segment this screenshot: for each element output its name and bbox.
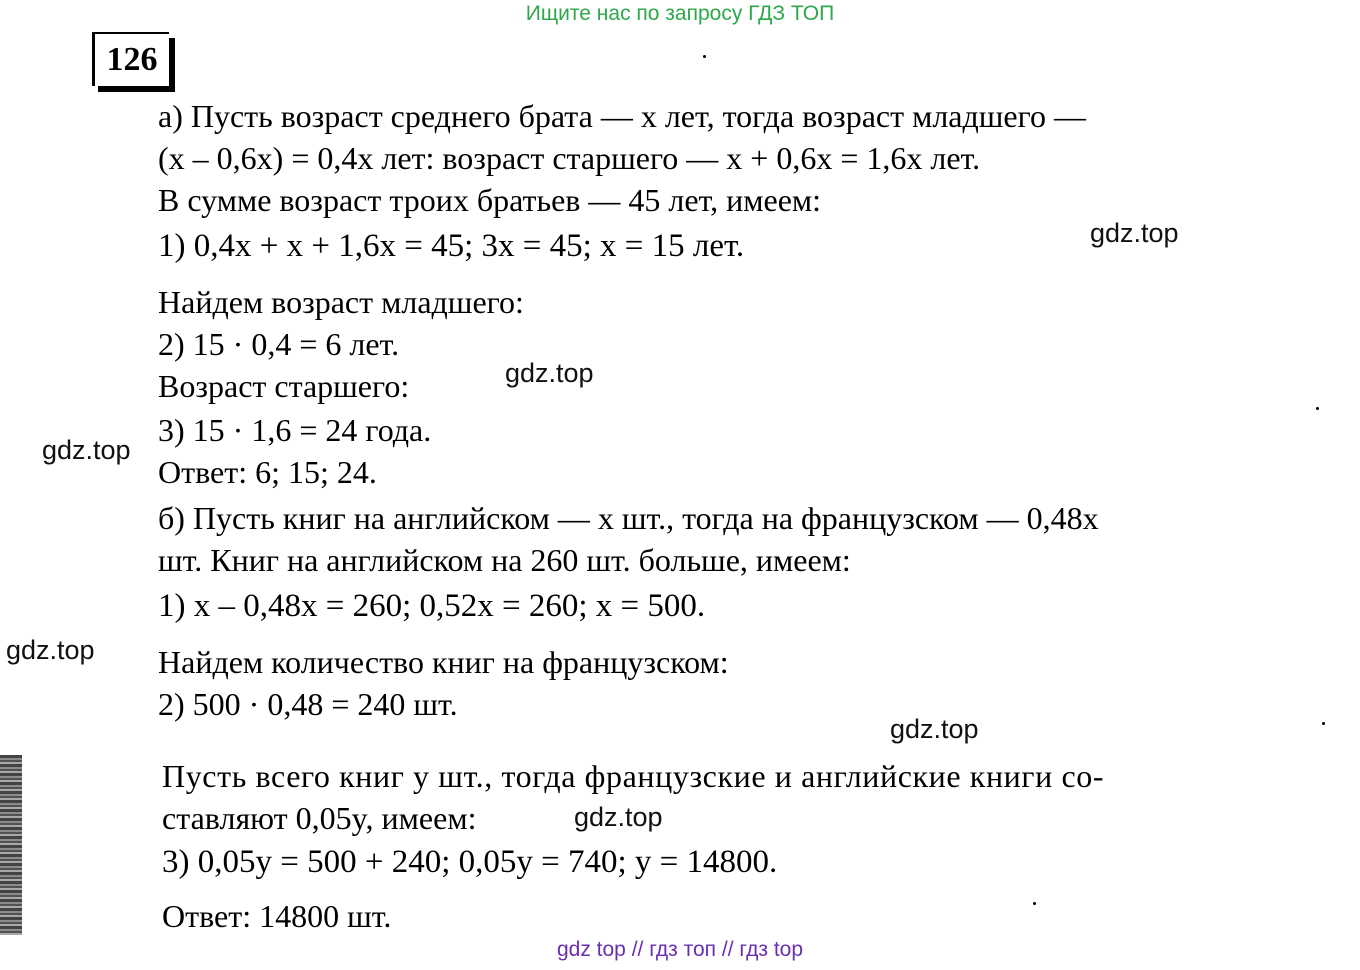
scan-edge-artifact: [0, 755, 22, 935]
part-b-line-6: Пусть всего книг y шт., тогда французские и английские книги со-: [162, 758, 1105, 794]
problem-number: 126: [92, 32, 169, 86]
watermark: gdz.top: [890, 714, 979, 744]
part-a-line-1: а) Пусть возраст среднего брата — x лет, тогда возраст младшего —: [158, 98, 1086, 134]
part-b-line-4: Найдем количество книг на французском:: [158, 644, 729, 680]
part-b-line-2: шт. Книг на английском на 260 шт. больше, имеем:: [158, 542, 851, 578]
part-a-equation-1: 1) 0,4x + x + 1,6x = 45; 3x = 45; x = 15 лет.: [158, 228, 745, 264]
watermark: gdz.top: [1090, 218, 1179, 248]
part-b-line-5: 2) 500 · 0,48 = 240 шт.: [158, 686, 458, 722]
part-b-equation-3: 3) 0,05y = 500 + 240; 0,05y = 740; y = 14800.: [162, 844, 778, 880]
part-a-line-2: (x – 0,6x) = 0,4x лет: возраст старшего — x + 0,6x = 1,6x лет.: [158, 140, 981, 176]
part-a-line-3: В сумме возраст троих братьев — 45 лет, имеем:: [158, 182, 822, 218]
part-a-line-6: 2) 15 · 0,4 = 6 лет.: [158, 326, 400, 362]
part-b-answer: Ответ: 14800 шт.: [162, 898, 392, 934]
part-a-line-7: Возраст старшего:: [158, 368, 410, 404]
part-b-line-1: б) Пусть книг на английском — x шт., тогда на французском — 0,48x: [158, 500, 1099, 536]
scan-speck: [1316, 407, 1319, 410]
watermark: gdz.top: [574, 802, 663, 832]
part-a-line-5: Найдем возраст младшего:: [158, 284, 524, 320]
part-b-line-7: ставляют 0,05y, имеем:: [162, 800, 477, 836]
search-banner[interactable]: Ищите нас по запросу ГДЗ ТОП: [525, 2, 835, 25]
watermark: gdz.top: [6, 635, 95, 665]
part-b-equation-1: 1) x – 0,48x = 260; 0,52x = 260; x = 500.: [158, 588, 706, 624]
watermark: gdz.top: [505, 358, 594, 388]
footer-links[interactable]: gdz top // гдз топ // гдз top: [556, 938, 804, 961]
scan-speck: [1322, 722, 1325, 725]
scan-speck: [703, 55, 706, 58]
scan-speck: [1033, 902, 1036, 905]
part-a-line-8: 3) 15 · 1,6 = 24 года.: [158, 412, 432, 448]
watermark: gdz.top: [42, 435, 131, 465]
part-a-answer: Ответ: 6; 15; 24.: [158, 454, 377, 490]
